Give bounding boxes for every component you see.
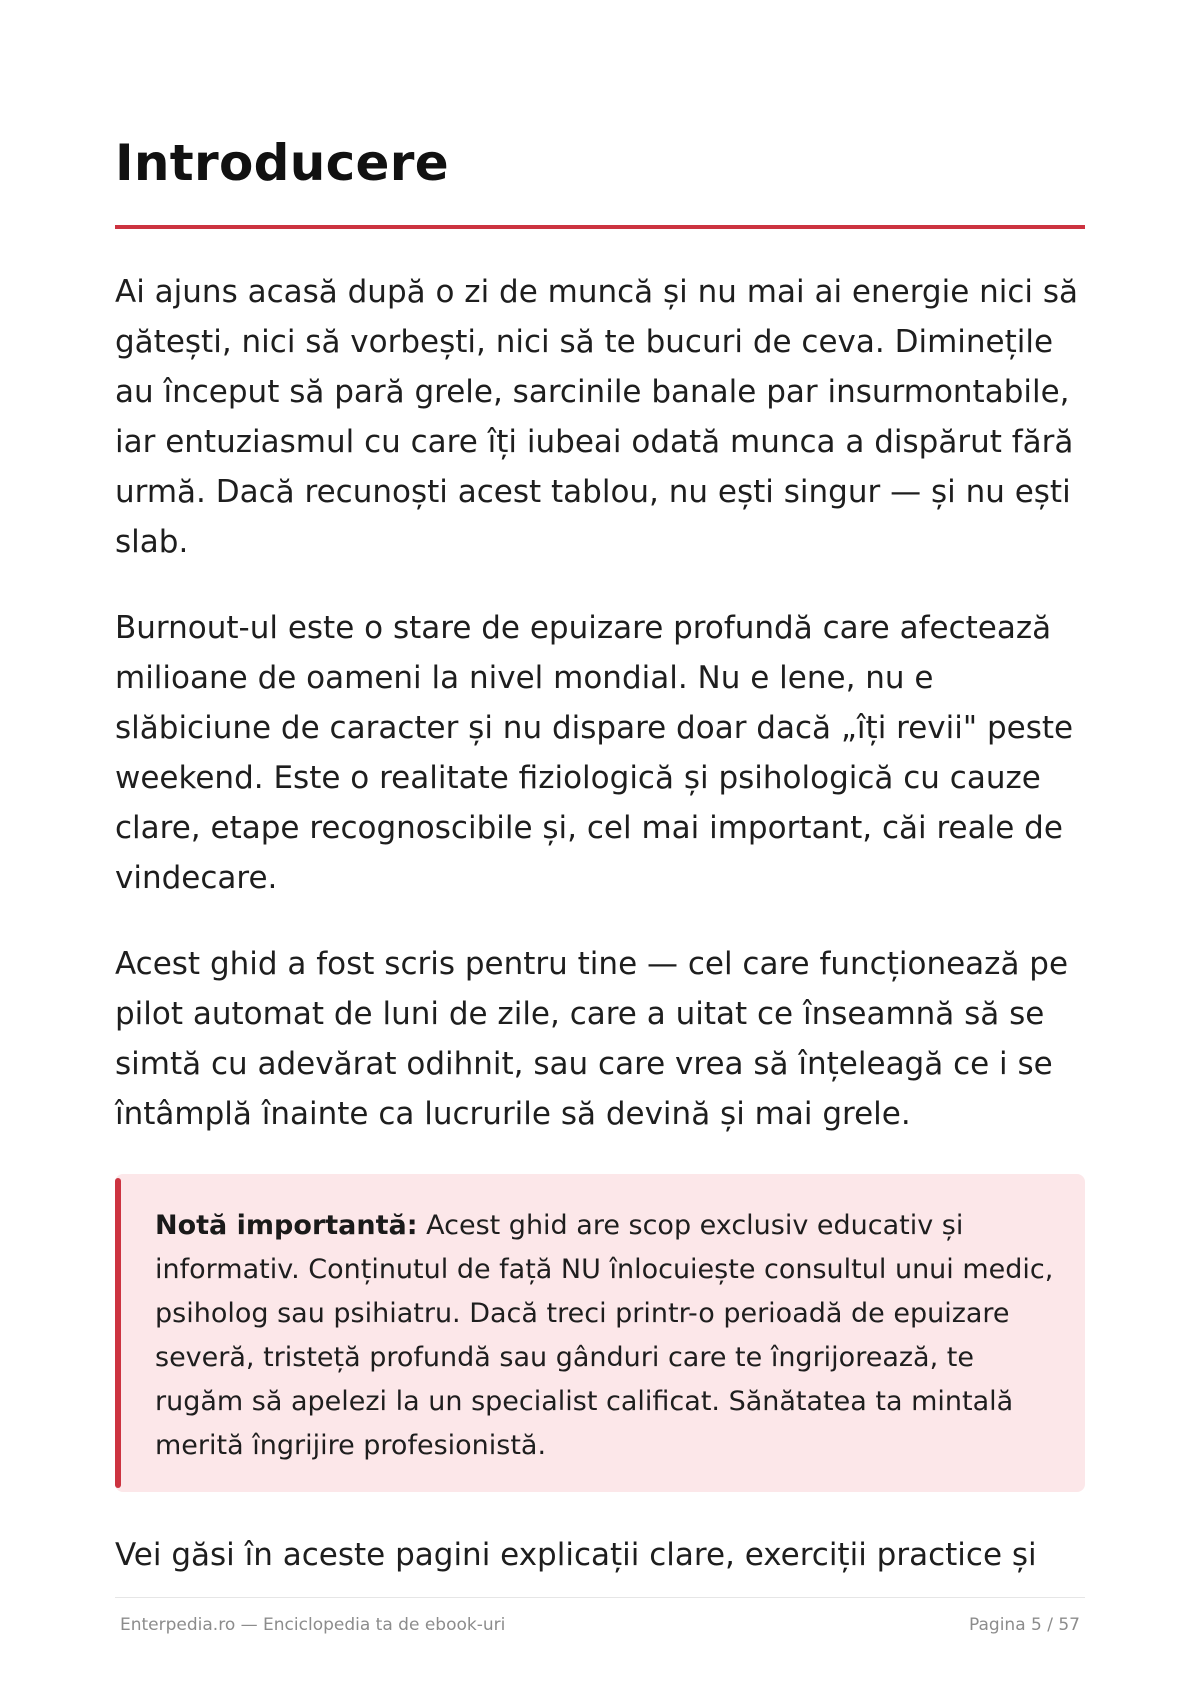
note-text: Acest ghid are scop exclusiv educativ și informativ. Conținutul de față NU înlocuiește consultul unui medic, psiholog sau psihiatru. Dacă treci printr-o perioadă de epuizare severă, tristeță profundă sau gânduri care te îngrijorează, te rugăm să apelezi la un specialist calificat. Sănătatea ta mintală merită îngrijire profesionistă. <box>155 1210 1054 1461</box>
footer-site-credit: Enterpedia.ro — Enciclopedia ta de ebook-uri <box>120 1615 506 1635</box>
paragraph-continued: Vei găsi în aceste pagini explicații clare, exerciții practice și <box>115 1537 1037 1573</box>
paragraph-intro-3: Acest ghid a fost scris pentru tine — cel care funcționează pe pilot automat de luni de zile, care a uitat ce înseamnă să se simtă cu adevărat odihnit, sau care vrea să înțeleagă ce i se întâmplă înainte ca lucrurile să devină și mai grele. <box>115 946 1069 1132</box>
note-body <box>155 1204 1055 1468</box>
footer-page-number: Pagina 5 / 57 <box>969 1615 1080 1635</box>
note-accent-bar <box>115 1178 121 1488</box>
note-label: Notă importantă: <box>155 1210 418 1241</box>
important-note-callout <box>115 1174 1085 1492</box>
paragraph-intro-2: Burnout-ul este o stare de epuizare profundă care afectează milioane de oameni la nivel mondial. Nu e lene, nu e slăbiciune de caracter și nu dispare doar dacă „îți revii" peste weekend. Este o realitate fiziologică și psihologică cu cauze clare, etape recognoscibile și, cel mai important, căi reale de vindecare. <box>115 610 1074 896</box>
paragraph-intro-1: Ai ajuns acasă după o zi de muncă și nu mai ai energie nici să gătești, nici să vorbești, nici să te bucuri de ceva. Diminețile au început să pară grele, sarcinile banale par insurmontabile, iar entuziasmul cu care îți iubeai odată munca a dispărut fără urmă. Dacă recunoști acest tablou, nu ești singur — și nu ești slab. <box>115 274 1079 560</box>
page-title: Introducere <box>115 134 449 192</box>
document-page <box>115 0 1085 1683</box>
title-underline-divider <box>115 225 1085 229</box>
footer-divider <box>115 1597 1085 1598</box>
